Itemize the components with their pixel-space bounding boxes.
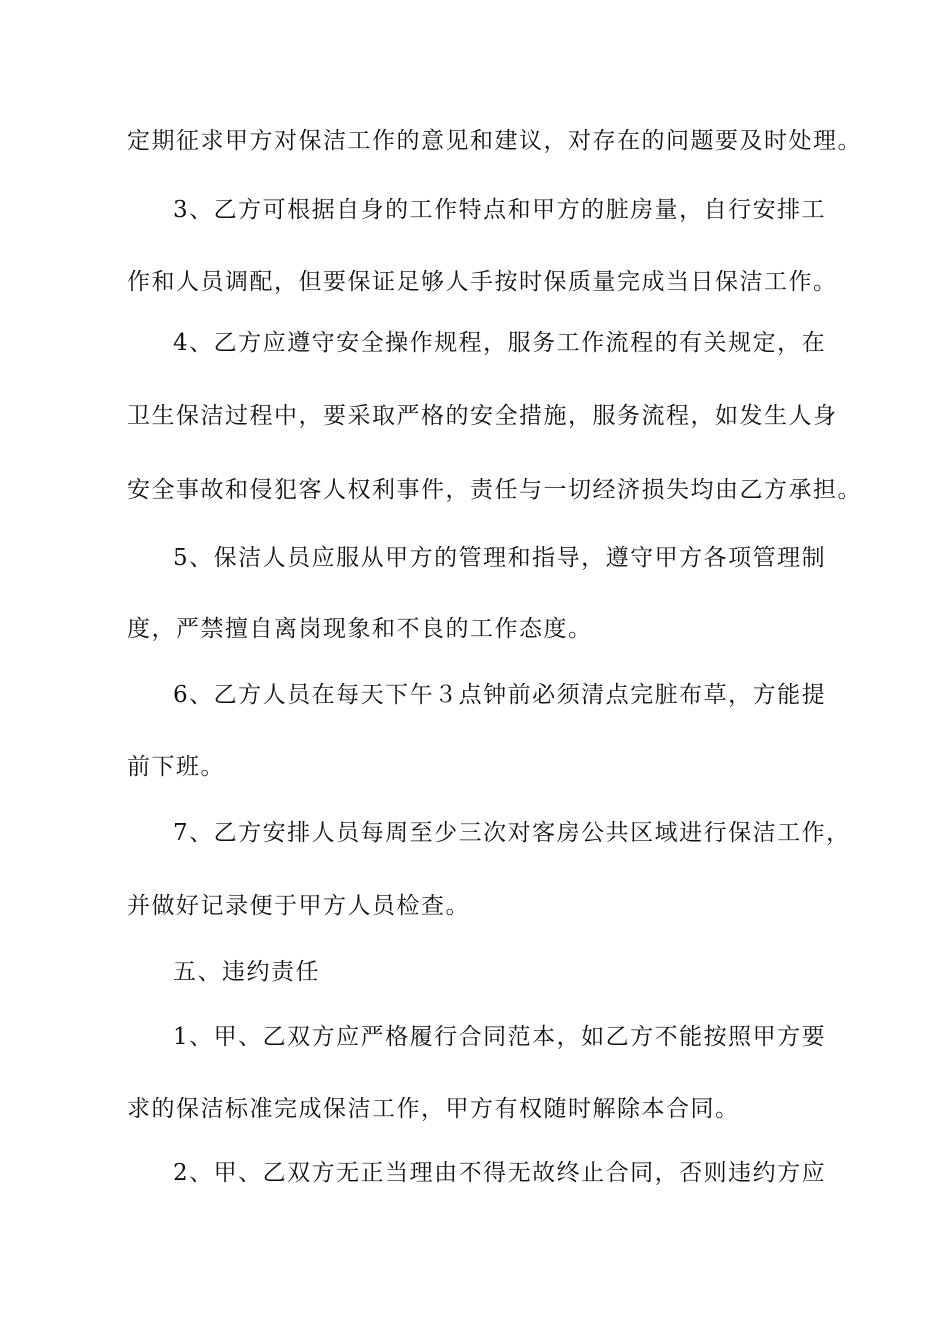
section-heading: 五、违约责任 xyxy=(173,959,320,985)
text-line: 7、乙方安排人员每周至少三次对客房公共区域进行保洁工作， xyxy=(173,820,851,846)
text-line: 2、甲、乙双方无正当理由不得无故终止合同，否则违约方应 xyxy=(173,1160,827,1186)
text-line: 作和人员调配，但要保证足够人手按时保质量完成当日保洁工作。 xyxy=(127,269,838,295)
text-line: 并做好记录便于甲方人员检查。 xyxy=(127,893,470,919)
text-line: 6、乙方人员在每天下午３点钟前必须清点完脏布草，方能提 xyxy=(173,682,827,708)
text-line: 安全事故和侵犯客人权利事件，责任与一切经济损失均由乙方承担。 xyxy=(127,477,862,503)
text-line: 3、乙方可根据自身的工作特点和甲方的脏房量，自行安排工 xyxy=(173,197,827,223)
text-line: 定期征求甲方对保洁工作的意见和建议，对存在的问题要及时处理。 xyxy=(127,128,862,154)
text-line: 4、乙方应遵守安全操作规程，服务工作流程的有关规定，在 xyxy=(173,330,827,356)
text-line: 前下班。 xyxy=(127,754,225,780)
text-line: 5、保洁人员应服从甲方的管理和指导，遵守甲方各项管理制 xyxy=(173,545,827,571)
text-line: 卫生保洁过程中，要采取严格的安全措施，服务流程，如发生人身 xyxy=(127,403,838,429)
text-line: 度，严禁擅自离岗现象和不良的工作态度。 xyxy=(127,616,593,642)
text-line: 1、甲、乙双方应严格履行合同范本，如乙方不能按照甲方要 xyxy=(173,1024,827,1050)
text-line: 求的保洁标准完成保洁工作，甲方有权随时解除本合同。 xyxy=(127,1096,740,1122)
